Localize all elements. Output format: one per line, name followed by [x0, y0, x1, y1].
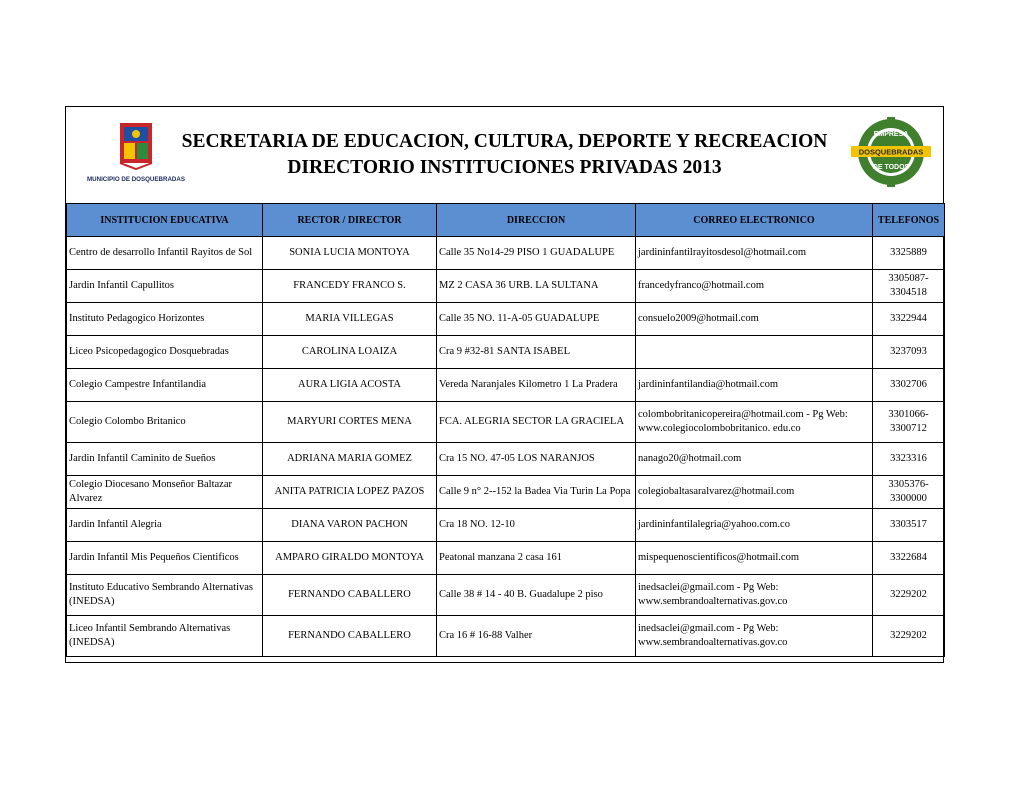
table-row: [67, 443, 945, 476]
cell-correo[interactable]: mispequenoscientificos@hotmail.com: [636, 542, 873, 575]
cell-rector: CAROLINA LOAIZA: [263, 336, 437, 369]
table-row: [67, 616, 945, 657]
cell-rector: SONIA LUCIA MONTOYA: [263, 237, 437, 270]
cell-correo[interactable]: jardininfantilalegria@yahoo.com.co: [636, 509, 873, 542]
cell-institucion: Instituto Pedagogico Horizontes: [67, 303, 263, 336]
cell-direccion: FCA. ALEGRIA SECTOR LA GRACIELA: [437, 402, 636, 443]
cell-telefono: 3305376-3300000: [873, 476, 945, 509]
cell-institucion: Jardin Infantil Mis Pequeños Cientificos: [67, 542, 263, 575]
table-row: [67, 575, 945, 616]
cell-telefono: 3322684: [873, 542, 945, 575]
cell-correo[interactable]: inedsaclei@gmail.com - Pg Web: www.sembrandoalternativas.gov.co: [636, 575, 873, 616]
cell-rector: DIANA VARON PACHON: [263, 509, 437, 542]
cell-direccion: Cra 18 NO. 12-10: [437, 509, 636, 542]
cell-direccion: Calle 9 n° 2--152 la Badea Via Turin La Popa: [437, 476, 636, 509]
table-row: [67, 542, 945, 575]
cell-institucion: Liceo Psicopedagogico Dosquebradas: [67, 336, 263, 369]
cell-correo[interactable]: nanago20@hotmail.com: [636, 443, 873, 476]
table-row: [67, 509, 945, 542]
svg-text:DE TODOS: DE TODOS: [872, 164, 910, 171]
cell-telefono: 3229202: [873, 575, 945, 616]
cell-direccion: Cra 15 NO. 47-05 LOS NARANJOS: [437, 443, 636, 476]
cell-rector: FRANCEDY FRANCO S.: [263, 270, 437, 303]
gear-icon: [849, 117, 933, 187]
cell-correo[interactable]: consuelo2009@hotmail.com: [636, 303, 873, 336]
municipio-caption: MUNICIPIO DE DOSQUEBRADAS: [87, 176, 185, 183]
cell-institucion: Jardin Infantil Caminito de Sueños: [67, 443, 263, 476]
cell-rector: FERNANDO CABALLERO: [263, 575, 437, 616]
cell-rector: AMPARO GIRALDO MONTOYA: [263, 542, 437, 575]
table-row: [67, 336, 945, 369]
svg-text:DOSQUEBRADAS: DOSQUEBRADAS: [858, 147, 924, 157]
cell-rector: ANITA PATRICIA LOPEZ PAZOS: [263, 476, 437, 509]
cell-telefono: 3305087-3304518: [873, 270, 945, 303]
title-line-2: DIRECTORIO INSTITUCIONES PRIVADAS 2013: [287, 157, 722, 178]
table-row: [67, 369, 945, 402]
document-frame: [65, 106, 944, 663]
cell-correo[interactable]: jardininfantilandia@hotmail.com: [636, 369, 873, 402]
cell-rector: ADRIANA MARIA GOMEZ: [263, 443, 437, 476]
column-header-rector: RECTOR / DIRECTOR: [263, 204, 437, 237]
cell-correo[interactable]: inedsaclei@gmail.com - Pg Web: www.sembrandoalternativas.gov.co: [636, 616, 873, 657]
page-title: [66, 129, 943, 181]
table-header-row: [67, 204, 945, 237]
table-row: [67, 237, 945, 270]
title-line-1: SECRETARIA DE EDUCACION, CULTURA, DEPORTE Y RECREACION: [181, 131, 828, 152]
cell-rector: MARYURI CORTES MENA: [263, 402, 437, 443]
cell-direccion: Cra 16 # 16-88 Valher: [437, 616, 636, 657]
column-header-institucion: INSTITUCION EDUCATIVA: [67, 204, 263, 237]
cell-direccion: Peatonal manzana 2 casa 161: [437, 542, 636, 575]
cell-correo[interactable]: jardininfantilrayitosdesol@hotmail.com: [636, 237, 873, 270]
cell-telefono: 3237093: [873, 336, 945, 369]
cell-telefono: 3303517: [873, 509, 945, 542]
cell-correo[interactable]: colombobritanicopereira@hotmail.com - Pg Web: www.colegiocolombobritanico. edu.co: [636, 402, 873, 443]
cell-telefono: 3323316: [873, 443, 945, 476]
directory-table: [66, 203, 945, 657]
cell-institucion: Colegio Colombo Britanico: [67, 402, 263, 443]
table-row: [67, 476, 945, 509]
cell-telefono: 3322944: [873, 303, 945, 336]
cell-direccion: Calle 38 # 14 - 40 B. Guadalupe 2 piso: [437, 575, 636, 616]
cell-rector: MARIA VILLEGAS: [263, 303, 437, 336]
document-header: [66, 107, 943, 203]
cell-institucion: Instituto Educativo Sembrando Alternativas (INEDSA): [67, 575, 263, 616]
table-body: [67, 237, 945, 657]
svg-text:EMPRESA: EMPRESA: [873, 131, 909, 138]
cell-institucion: Jardin Infantil Alegria: [67, 509, 263, 542]
table-row: [67, 402, 945, 443]
cell-telefono: 3301066-3300712: [873, 402, 945, 443]
column-header-correo: CORREO ELECTRONICO: [636, 204, 873, 237]
cell-correo: [636, 336, 873, 369]
cell-direccion: Calle 35 No14-29 PISO 1 GUADALUPE: [437, 237, 636, 270]
cell-institucion: Colegio Campestre Infantilandia: [67, 369, 263, 402]
cell-telefono: 3302706: [873, 369, 945, 402]
cell-institucion: Jardin Infantil Capullitos: [67, 270, 263, 303]
cell-telefono: 3325889: [873, 237, 945, 270]
cell-direccion: MZ 2 CASA 36 URB. LA SULTANA: [437, 270, 636, 303]
cell-rector: AURA LIGIA ACOSTA: [263, 369, 437, 402]
cell-rector: FERNANDO CABALLERO: [263, 616, 437, 657]
column-header-direccion: DIRECCION: [437, 204, 636, 237]
cell-institucion: Liceo Infantil Sembrando Alternativas (INEDSA): [67, 616, 263, 657]
cell-direccion: Calle 35 NO. 11-A-05 GUADALUPE: [437, 303, 636, 336]
column-header-telefonos: TELEFONOS: [873, 204, 945, 237]
cell-correo[interactable]: francedyfranco@hotmail.com: [636, 270, 873, 303]
empresa-logo: [849, 117, 933, 187]
cell-direccion: Cra 9 #32-81 SANTA ISABEL: [437, 336, 636, 369]
cell-correo[interactable]: colegiobaltasaralvarez@hotmail.com: [636, 476, 873, 509]
cell-telefono: 3229202: [873, 616, 945, 657]
cell-institucion: Centro de desarrollo Infantil Rayitos de Sol: [67, 237, 263, 270]
table-row: [67, 270, 945, 303]
table-row: [67, 303, 945, 336]
cell-direccion: Vereda Naranjales Kilometro 1 La Pradera: [437, 369, 636, 402]
cell-institucion: Colegio Diocesano Monseñor Baltazar Alvarez: [67, 476, 263, 509]
